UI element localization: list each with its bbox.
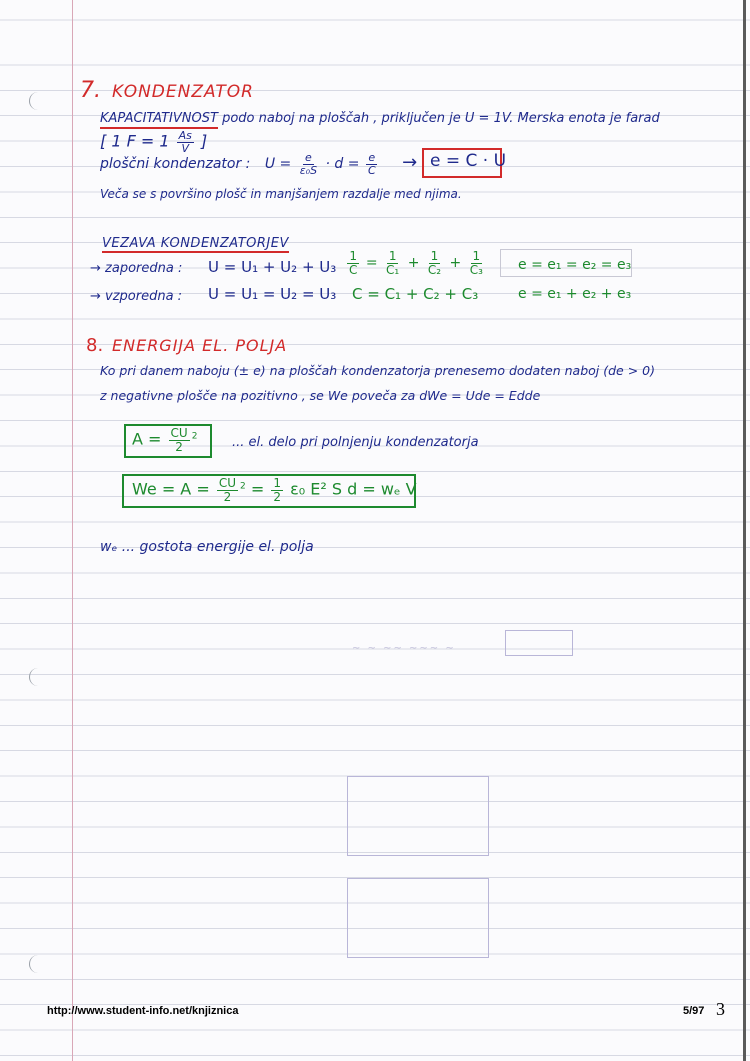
half-den: 2 — [273, 489, 281, 504]
plate-frac2-denominator: C — [367, 163, 376, 177]
bleed-through-scribble: ~ ~ ~~ ~~~ ~ — [352, 643, 456, 654]
bleed-through-box — [505, 630, 573, 656]
boxed-formula: e = C · U — [430, 151, 507, 171]
work-num: CU — [170, 426, 188, 440]
unit-numerator: As — [178, 129, 192, 142]
unit-denominator: V — [181, 141, 190, 155]
unit-line: [ 1 F = 1 — [100, 131, 170, 151]
section-7-title: KONDENZATOR — [112, 82, 254, 102]
c1-num: 1 — [388, 249, 397, 263]
connection-title: VEZAVA KONDENZATORJEV — [102, 236, 289, 251]
plate-frac2-numerator: e — [368, 151, 376, 164]
c-den: C — [349, 262, 358, 277]
section-7-number: 7. — [80, 78, 101, 103]
work-den: 2 — [175, 439, 183, 454]
section-7-note: Veča se s površino plošč in manjšanjem razdalje med njima. — [100, 187, 462, 201]
c-plus-2: + — [449, 255, 462, 272]
c3-num: 1 — [472, 249, 481, 263]
section-8-line-1: Ko pri danem naboju (± e) na ploščah kondenzatorja prenesemo dodaten naboj (de > 0) — [100, 363, 655, 378]
half-num: 1 — [273, 476, 281, 490]
bleed-through-rect-1 — [347, 776, 489, 856]
unit-close: ] — [201, 131, 208, 151]
footer-url: http://www.student-info.net/knjiznica — [47, 1005, 239, 1017]
work-formula — [132, 427, 197, 453]
series-voltage: U = U₁ + U₂ + U₃ — [208, 258, 337, 276]
work-sup: 2 — [191, 431, 198, 442]
series-label: → zaporedna : — [90, 261, 183, 276]
energy-formula — [132, 477, 417, 503]
c1-den: C₁ — [386, 262, 400, 277]
bleed-through-rect-2 — [347, 878, 489, 958]
margin-line — [72, 0, 73, 1061]
binder-hole — [29, 955, 40, 973]
definition-text: podo naboj na ploščah , priključen je U = 1V. Merska enota je farad — [222, 111, 660, 126]
plate-label: ploščni kondenzator : — [100, 156, 251, 173]
binder-hole — [29, 92, 40, 110]
c2-den: C₂ — [427, 262, 442, 277]
work-note: ... el. delo pri polnjenju kondenzatorja — [232, 435, 479, 450]
parallel-voltage: U = U₁ = U₂ = U₃ — [208, 285, 337, 303]
handwritten-page-number: 3 — [716, 999, 725, 1019]
energy-lhs: We = A = — [132, 479, 210, 499]
parallel-label: → vzporedna : — [90, 289, 183, 304]
unit-fraction — [177, 130, 194, 154]
c-equals: = — [365, 255, 378, 272]
energy-density-note: wₑ ... gostota energije el. polja — [100, 539, 314, 555]
energy-den: 2 — [223, 489, 232, 504]
series-capacitance — [345, 250, 487, 276]
work-lhs: A = — [132, 429, 162, 449]
arrow-icon: → — [402, 152, 418, 174]
section-8-title: ENERGIJA EL. POLJA — [112, 336, 288, 355]
energy-eq: = — [250, 479, 265, 499]
binder-hole — [29, 668, 40, 686]
energy-sup: 2 — [240, 481, 246, 492]
plate-frac1-denominator: ε₀S — [299, 163, 318, 177]
c2-num: 1 — [430, 249, 439, 263]
plate-frac1-numerator: e — [305, 151, 312, 164]
plate-eq-start: U = — [264, 156, 292, 173]
c-num: 1 — [349, 249, 358, 263]
plate-fraction-2 — [366, 152, 378, 176]
plate-fraction-1 — [298, 152, 319, 176]
section-8-line-2: z negativne plošče na pozitivno , se We poveča za dWe = Ude = Edde — [100, 388, 541, 403]
c-plus-1: + — [407, 255, 420, 272]
c3-den: C₃ — [469, 262, 483, 277]
definition-term: KAPACITATIVNOST — [100, 111, 218, 129]
page-edge — [743, 0, 746, 1061]
footer-page: 5/97 — [683, 1005, 705, 1017]
parallel-capacitance: C = C₁ + C₂ + C₃ — [352, 285, 479, 303]
parallel-charge: e = e₁ + e₂ + e₃ — [518, 286, 632, 302]
plate-eq-mid: · d = — [325, 156, 360, 173]
section-8-number: 8. — [86, 335, 104, 356]
series-charge: e = e₁ = e₂ = e₃ — [518, 257, 632, 273]
energy-num: CU — [218, 476, 237, 490]
energy-rhs: ε₀ E² S d = wₑ V — [290, 479, 417, 499]
